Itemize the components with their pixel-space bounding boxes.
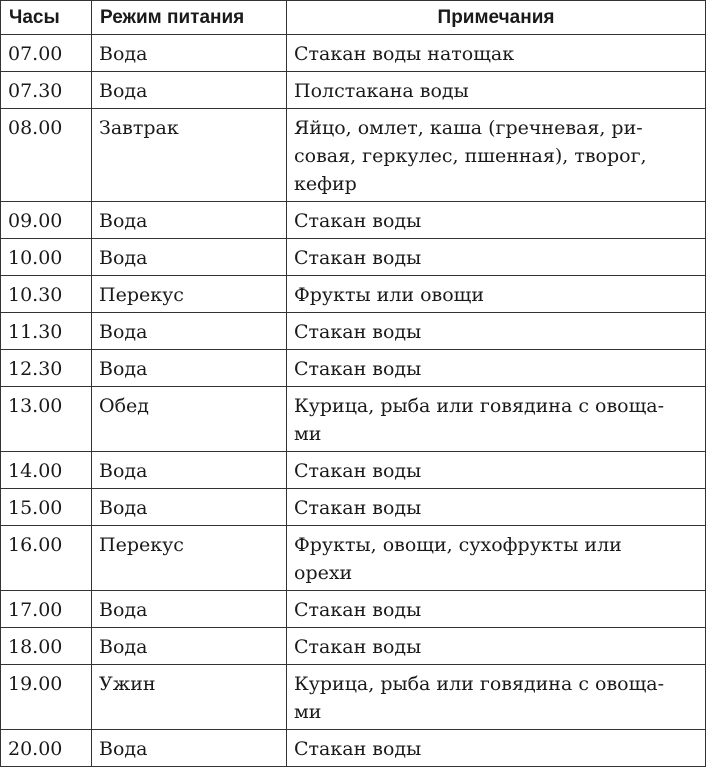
notes-line: ми [294,701,322,723]
header-row [1,1,706,35]
table-body [1,35,706,767]
time-cell: 20.00 [1,730,92,767]
notes-line: Яйцо, омлет, каша (гречневая, ри- [294,117,643,139]
meal-mode-cell: Вода [92,239,287,276]
time-cell: 08.00 [1,109,92,202]
notes-line: Стакан воды [294,738,422,760]
notes-line: Полстакана воды [294,80,469,102]
time-cell: 15.00 [1,489,92,526]
notes-cell [287,72,706,109]
notes-line: Курица, рыба или говядина с овоща- [294,395,664,417]
notes-line: кефир [294,173,357,195]
table-header [1,1,706,35]
notes-line: орехи [294,562,353,584]
time-cell: 16.00 [1,526,92,591]
time-cell: 17.00 [1,591,92,628]
notes-cell [287,35,706,72]
table-row [1,109,706,202]
table-row [1,730,706,767]
notes-cell [287,628,706,665]
table-row [1,313,706,350]
notes-cell [287,730,706,767]
notes-cell [287,665,706,730]
notes-line: Фрукты, овощи, сухофрукты или [294,534,622,556]
table-row [1,489,706,526]
notes-line: Стакан воды [294,247,422,269]
notes-cell [287,526,706,591]
notes-line: совая, геркулес, пшенная), творог, [294,145,647,167]
table-row [1,591,706,628]
notes-cell [287,239,706,276]
notes-cell [287,452,706,489]
meal-mode-cell: Вода [92,35,287,72]
notes-line: Стакан воды [294,636,422,658]
time-cell: 07.30 [1,72,92,109]
notes-line: Стакан воды натощак [294,43,515,65]
time-cell: 07.00 [1,35,92,72]
time-cell: 11.30 [1,313,92,350]
notes-cell [287,202,706,239]
table-row [1,452,706,489]
meal-mode-cell: Вода [92,730,287,767]
meal-mode-cell: Вода [92,313,287,350]
table-row [1,276,706,313]
notes-cell [287,109,706,202]
notes-cell [287,489,706,526]
notes-cell [287,387,706,452]
time-cell: 09.00 [1,202,92,239]
table-row [1,202,706,239]
notes-line: Стакан воды [294,599,422,621]
header-mode: Режим питания [92,1,287,35]
notes-line: Фрукты или овощи [294,284,484,306]
time-cell: 13.00 [1,387,92,452]
meal-mode-cell: Вода [92,452,287,489]
meal-mode-cell: Вода [92,72,287,109]
meal-mode-cell: Обед [92,387,287,452]
time-cell: 19.00 [1,665,92,730]
meal-mode-cell: Вода [92,489,287,526]
header-notes: Примечания [287,1,706,35]
notes-line: Стакан воды [294,210,422,232]
notes-line: Стакан воды [294,358,422,380]
meal-mode-cell: Завтрак [92,109,287,202]
header-time: Часы [1,1,92,35]
notes-line: Стакан воды [294,497,422,519]
notes-cell [287,350,706,387]
meal-mode-cell: Вода [92,628,287,665]
table-row [1,387,706,452]
notes-line: ми [294,423,322,445]
table-row [1,526,706,591]
meal-mode-cell: Ужин [92,665,287,730]
meal-mode-cell: Вода [92,202,287,239]
table-row [1,350,706,387]
notes-cell [287,591,706,628]
notes-line: Курица, рыба или говядина с овоща- [294,673,664,695]
table-row [1,72,706,109]
meal-mode-cell: Вода [92,350,287,387]
table-row [1,239,706,276]
meal-mode-cell: Перекус [92,276,287,313]
table-row [1,35,706,72]
time-cell: 12.30 [1,350,92,387]
table-row [1,628,706,665]
notes-cell [287,276,706,313]
notes-line: Стакан воды [294,321,422,343]
table-row [1,665,706,730]
meal-mode-cell: Вода [92,591,287,628]
notes-line: Стакан воды [294,460,422,482]
time-cell: 14.00 [1,452,92,489]
time-cell: 18.00 [1,628,92,665]
time-cell: 10.00 [1,239,92,276]
notes-cell [287,313,706,350]
time-cell: 10.30 [1,276,92,313]
meal-mode-cell: Перекус [92,526,287,591]
